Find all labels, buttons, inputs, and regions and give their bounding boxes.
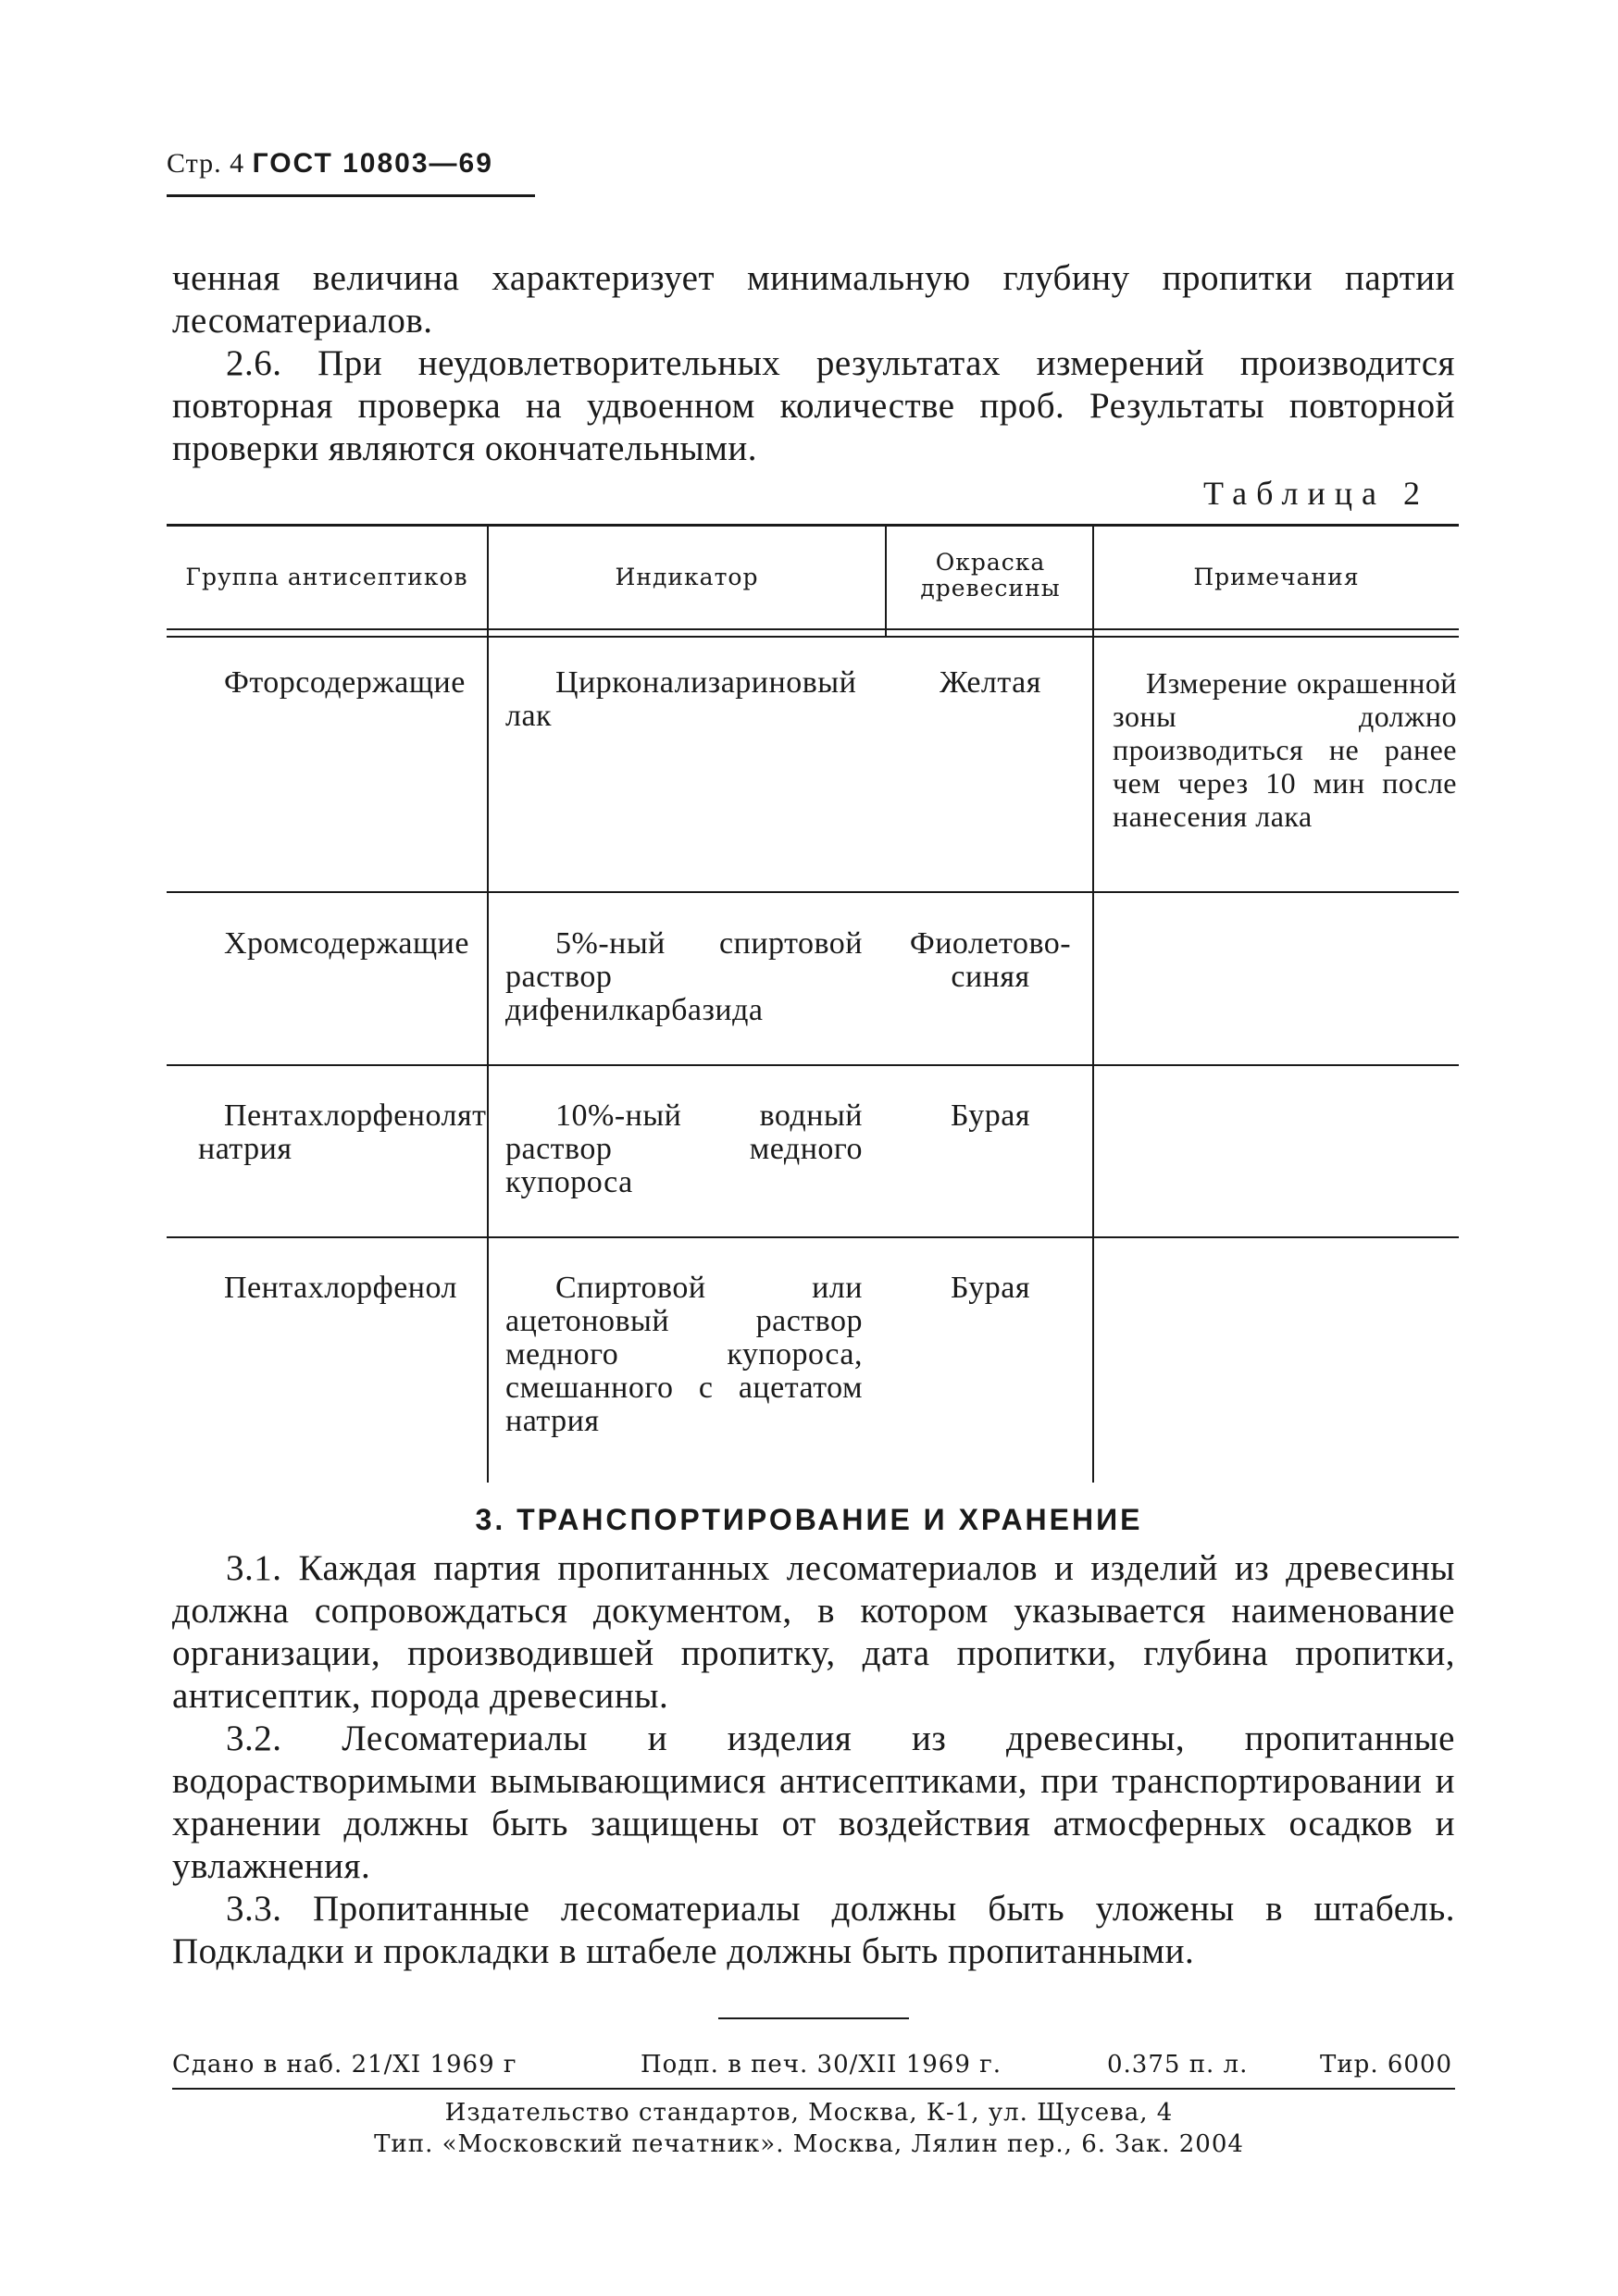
footer-separator xyxy=(718,2017,909,2019)
header-indicator: Индикатор xyxy=(615,564,759,590)
table-cell-color: Желтая xyxy=(940,665,1041,700)
header-group: Группа антисептиков xyxy=(185,564,468,590)
column-divider xyxy=(487,524,489,1483)
table-cell-indicator: 10%-ный водный раствор медного купороса xyxy=(505,1098,863,1199)
table-cell-indicator: Цирконализариновый лак xyxy=(505,665,857,733)
footer-print-run: Тир. 6000 xyxy=(1320,2051,1453,2079)
table-cell-group: Фторсодержащие xyxy=(224,665,466,700)
header-notes: Примечания xyxy=(1193,564,1360,590)
page-number: Стр. 4 xyxy=(167,148,245,179)
table-cell-color: Бурая xyxy=(951,1098,1030,1133)
table-cell-group: Хромсодержащие xyxy=(224,926,469,961)
section-3-paragraph-2: 3.2. Лесоматериалы и изделия из древесины, пропитанные водорастворимыми вымывающимися антисептиками, при транспортировании и хранении должны быть защищены от воздействия атмосферных осадков и увлажнения. xyxy=(172,1719,1455,1886)
header-bottom-rule-2 xyxy=(167,636,1459,638)
column-divider xyxy=(1092,524,1094,1483)
table-cell-note: Измерение окрашенной зоны должно производиться не ранее чем через 10 мин после нанесения лака xyxy=(1113,666,1457,833)
row-divider xyxy=(167,891,1459,893)
footer-signed: Подп. в печ. 30/XII 1969 г. xyxy=(641,2051,1002,2079)
table-caption: Таблица 2 xyxy=(1203,475,1429,512)
row-divider xyxy=(167,1236,1459,1238)
table-cell-group: Пентахлорфенолят натрия xyxy=(198,1098,487,1166)
table-cell-color: Бурая xyxy=(951,1271,1030,1305)
intro-paragraph-2: 2.6. При неудовлетворительных результатах измерений производится повторная проверка на удвоенном количестве проб. Результаты повторной проверки являются окончательными. xyxy=(172,343,1455,468)
section-3-title: 3. ТРАНСПОРТИРОВАНИЕ И ХРАНЕНИЕ xyxy=(475,1503,1143,1536)
intro-paragraph-1: ченная величина характеризует минимальную глубину пропитки партии лесоматериалов. xyxy=(172,258,1455,341)
footer-submitted: Сдано в наб. 21/XI 1969 г xyxy=(172,2051,517,2079)
row-divider xyxy=(167,1064,1459,1066)
header-rule xyxy=(167,194,535,197)
footer-printer: Тип. «Московский печатник». Москва, Лялин пер., 6. Зак. 2004 xyxy=(374,2130,1244,2158)
table-top-rule xyxy=(167,524,1459,527)
table-cell-indicator: Спиртовой или ацетоновый раствор медного купороса, смешанного с ацетатом натрия xyxy=(505,1271,863,1438)
standard-code: ГОСТ 10803—69 xyxy=(252,148,493,179)
table-cell-indicator: 5%-ный спиртовой раствор дифенилкарбазида xyxy=(505,926,863,1027)
header-bottom-rule xyxy=(167,628,1459,630)
indicator-table xyxy=(167,524,1459,1483)
column-divider xyxy=(885,524,887,636)
footer-sheets: 0.375 п. л. xyxy=(1107,2051,1249,2079)
section-3-paragraph-1: 3.1. Каждая партия пропитанных лесоматериалов и изделий из древесины должна сопровождаться документом, в котором указывается наименование организации, производившей пропитку, дата пропитки, глубина пропитки, антисептик, порода древесины. xyxy=(172,1548,1455,1716)
section-3-paragraph-3: 3.3. Пропитанные лесоматериалы должны быть уложены в штабель. Подкладки и прокладки в штабеле должны быть пропитанными. xyxy=(172,1889,1455,1971)
header-wood-color: Окраска древесины xyxy=(920,549,1061,602)
footer-publisher: Издательство стандартов, Москва, К-1, ул. Щусева, 4 xyxy=(444,2099,1174,2127)
table-cell-color: Фиолетово-синяя xyxy=(909,926,1072,994)
page-header xyxy=(167,148,493,180)
table-cell-group: Пентахлорфенол xyxy=(224,1271,458,1305)
footer-rule xyxy=(172,2088,1455,2090)
